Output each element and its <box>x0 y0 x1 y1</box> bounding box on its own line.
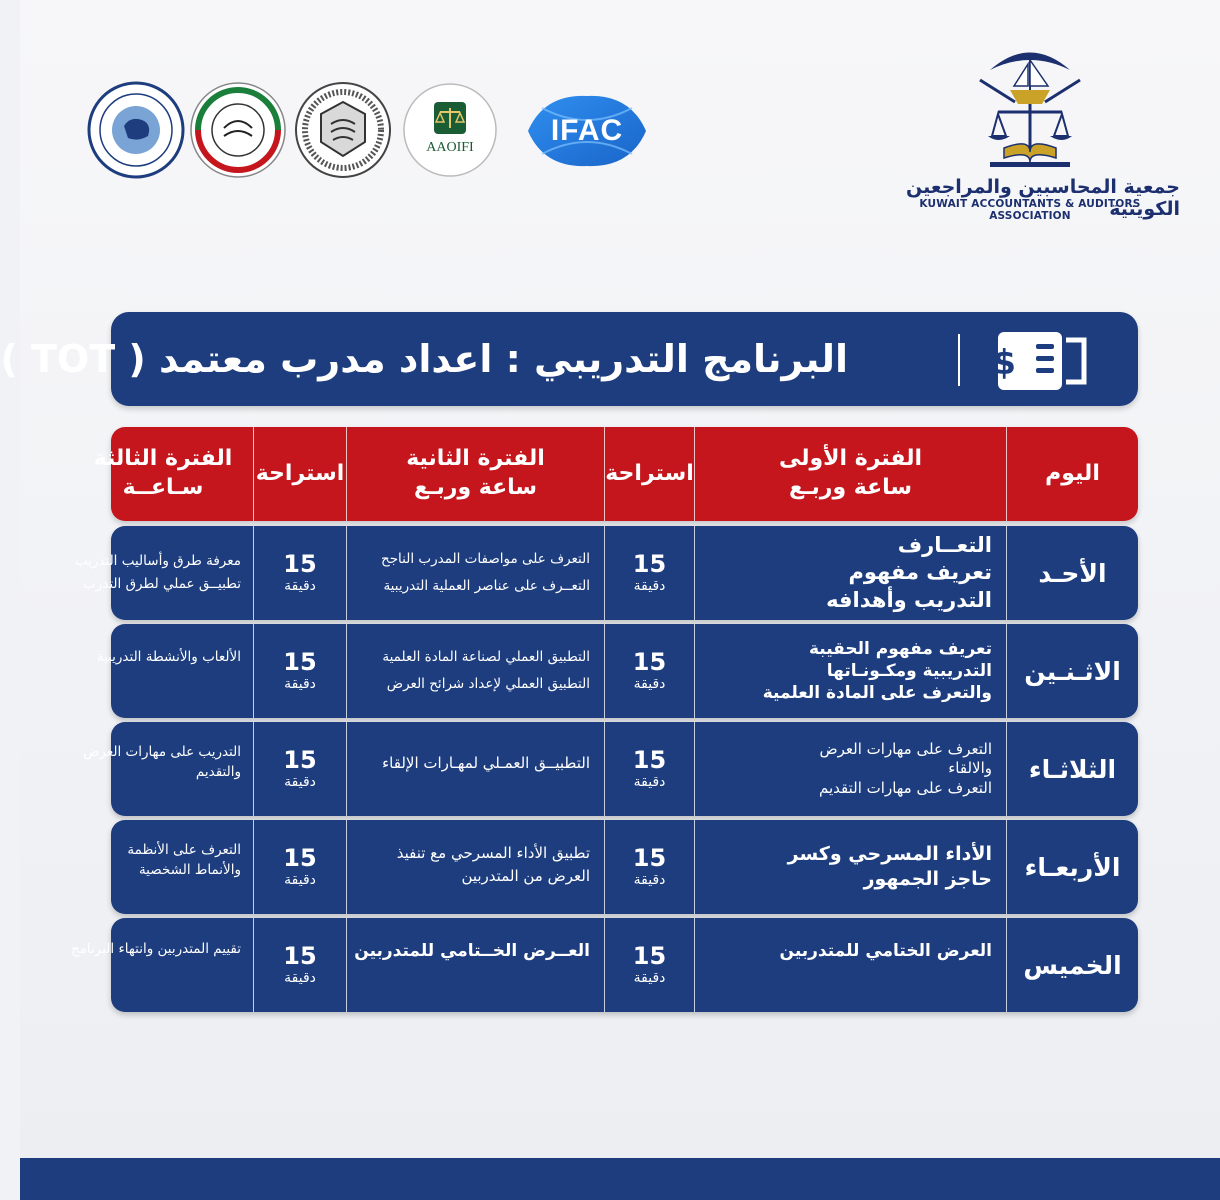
header-period2-label: الفترة الثانية <box>406 446 545 472</box>
break-minutes: 15 <box>632 746 667 775</box>
day-label: الخميس <box>1023 950 1122 980</box>
period2-cell <box>346 722 604 816</box>
gcc-arbitration-seal-icon <box>188 80 288 180</box>
period1-line: التعــارف <box>897 533 992 558</box>
svg-text:$: $ <box>992 343 1016 383</box>
header-period1-cell <box>694 427 1007 521</box>
table-row <box>74 526 1138 620</box>
header-period1-label: الفترة الأولى <box>778 446 923 472</box>
break-minutes: 15 <box>283 942 317 971</box>
period3-cell <box>83 722 253 816</box>
day-label: الأحـد <box>1038 558 1107 588</box>
period1-line: العرض الختامي للمتدربين <box>779 941 992 961</box>
period3-line: تطبيــق عملي لطرق التدرب <box>83 576 241 592</box>
period1-line: والالقاء <box>948 759 992 778</box>
break2-cell <box>253 820 346 914</box>
table-row <box>83 722 1138 816</box>
table-row <box>96 624 1138 718</box>
period1-line: تعريف مفهوم <box>848 560 992 585</box>
break-unit: دقيقة <box>633 773 666 790</box>
gcc-aao-seal-icon <box>293 80 393 180</box>
period2-line: التطبيــق العمـلي لمهـارات الإلقاء <box>382 754 590 772</box>
title-divider <box>958 334 960 386</box>
break-minutes: 15 <box>283 844 317 873</box>
day-label: الثلاثـاء <box>1028 754 1117 784</box>
break-minutes: 15 <box>632 942 667 971</box>
period2-cell <box>346 918 604 1012</box>
period1-cell <box>694 526 1007 620</box>
period1-line: تعريف مفهوم الحقيبة <box>808 638 992 659</box>
day-cell <box>1007 624 1138 718</box>
period3-line: تقييم المتدربين وانتهاء البرنامج <box>70 941 241 957</box>
gcc-arbitration-logo <box>188 80 288 180</box>
period1-line: التعرف على مهارات التقديم <box>819 778 992 797</box>
break-minutes: 15 <box>632 648 667 677</box>
period3-line: والأنماط الشخصية <box>138 862 241 879</box>
break2-cell <box>253 918 346 1012</box>
program-title: البرنامج التدريبي : اعداد مدرب معتمد ( TOT ) <box>0 337 848 381</box>
break1-cell <box>604 526 694 620</box>
period1-line: التدريبية ومكـونـاتها <box>826 660 992 681</box>
break-unit: دقيقة <box>633 577 666 594</box>
period1-line: التدريب وأهدافه <box>826 587 992 612</box>
period3-cell <box>96 624 253 718</box>
arab-federation-seal-icon <box>86 80 186 180</box>
break1-cell <box>604 722 694 816</box>
period3-cell <box>70 918 253 1012</box>
period3-line: الألعاب والأنشطة التدريبية <box>96 649 241 665</box>
ifac-logo <box>524 92 650 170</box>
schedule-header-row <box>93 427 1138 521</box>
break-unit: دقيقة <box>284 675 316 692</box>
header-day: اليوم <box>1045 460 1100 486</box>
break2-cell <box>253 526 346 620</box>
header-break1: استراحة <box>605 460 694 486</box>
period2-cell <box>346 820 604 914</box>
period2-line: التطبيق العملي لصناعة المادة العلمية <box>382 649 590 665</box>
org-name-english: KUWAIT ACCOUNTANTS & AUDITORS ASSOCIATION <box>919 198 1141 222</box>
period1-cell <box>694 722 1007 816</box>
header-day-cell <box>1007 427 1138 521</box>
break-minutes: 15 <box>283 648 317 677</box>
day-label: الاثـنـين <box>1024 656 1121 686</box>
break1-cell <box>604 820 694 914</box>
header-break1-cell <box>604 427 694 521</box>
day-cell <box>1007 526 1138 620</box>
period2-line: العرض من المتدربين <box>461 866 590 885</box>
header-period1-duration: ساعة وربـع <box>788 475 913 500</box>
program-title-banner <box>0 312 1138 406</box>
period3-line: التعرف على الأنظمة <box>127 842 241 858</box>
period2-line: التطبيق العملي لإعداد شرائح العرض <box>386 676 590 692</box>
footer-band <box>20 1158 1220 1200</box>
day-cell <box>1007 722 1138 816</box>
break-minutes: 15 <box>632 844 667 873</box>
period1-line: والتعرف على المادة العلمية <box>762 683 992 704</box>
header-period2-cell <box>346 427 604 521</box>
header-period3-cell <box>93 427 253 521</box>
period1-cell <box>694 918 1007 1012</box>
period1-cell <box>694 624 1007 718</box>
table-row <box>70 918 1138 1012</box>
header-break2: استراحة <box>255 460 345 486</box>
money-bill-icon <box>992 330 1088 392</box>
break-minutes: 15 <box>283 746 317 775</box>
day-label: الأربعـاء <box>1024 852 1121 882</box>
break-minutes: 15 <box>632 550 667 579</box>
break2-cell <box>253 624 346 718</box>
period1-line: الأداء المسرحي وكسر <box>787 843 992 866</box>
ifac-label: IFAC <box>550 114 624 147</box>
period3-cell <box>74 526 253 620</box>
period1-line: حاجز الجمهور <box>863 868 992 890</box>
break-unit: دقيقة <box>633 675 666 692</box>
org-name-arabic: جمعية المحاسبين والمراجعين الكويتية <box>906 176 1180 220</box>
period1-line: التعرف على مهارات العرض <box>819 739 992 758</box>
day-cell <box>1007 918 1138 1012</box>
header-period2-duration: ساعة وربـع <box>413 475 538 500</box>
break-unit: دقيقة <box>633 969 666 986</box>
break-minutes: 15 <box>283 550 317 579</box>
header-period3-label: الفترة الثالثة <box>93 446 233 472</box>
arab-federation-logo <box>86 80 186 180</box>
kaaa-logo <box>970 40 1090 170</box>
period2-line: التعرف على مواصفات المدرب الناجح <box>381 551 590 567</box>
break-unit: دقيقة <box>284 871 316 888</box>
aaoifi-logo <box>400 80 500 180</box>
period2-cell <box>346 624 604 718</box>
break-unit: دقيقة <box>284 577 316 594</box>
gcc-aao-logo <box>293 80 393 180</box>
aaoifi-label: AAOIFI <box>426 140 474 155</box>
aaoifi-seal-icon <box>400 80 500 180</box>
break1-cell <box>604 624 694 718</box>
period2-line: تطبيق الأداء المسرحي مع تنفيذ <box>396 844 590 862</box>
table-row <box>111 820 1138 914</box>
break-unit: دقيقة <box>633 871 666 888</box>
break2-cell <box>253 722 346 816</box>
period2-cell <box>346 526 604 620</box>
period2-line: التعــرف على عناصر العملية التدريبية <box>383 578 590 594</box>
period3-cell <box>111 820 253 914</box>
period3-line: والتقديم <box>195 764 241 781</box>
header-period3-duration: سـاعــة <box>122 475 204 500</box>
period1-cell <box>694 820 1007 914</box>
break-unit: دقيقة <box>284 969 316 986</box>
break1-cell <box>604 918 694 1012</box>
period3-line: معرفة طرق وأساليب التدريب <box>74 553 241 570</box>
period2-line: العــرض الخــتامي للمتدربين <box>354 941 590 961</box>
period3-line: التدريب على مهارات العرض <box>83 744 241 760</box>
day-cell <box>1007 820 1138 914</box>
break-unit: دقيقة <box>284 773 316 790</box>
